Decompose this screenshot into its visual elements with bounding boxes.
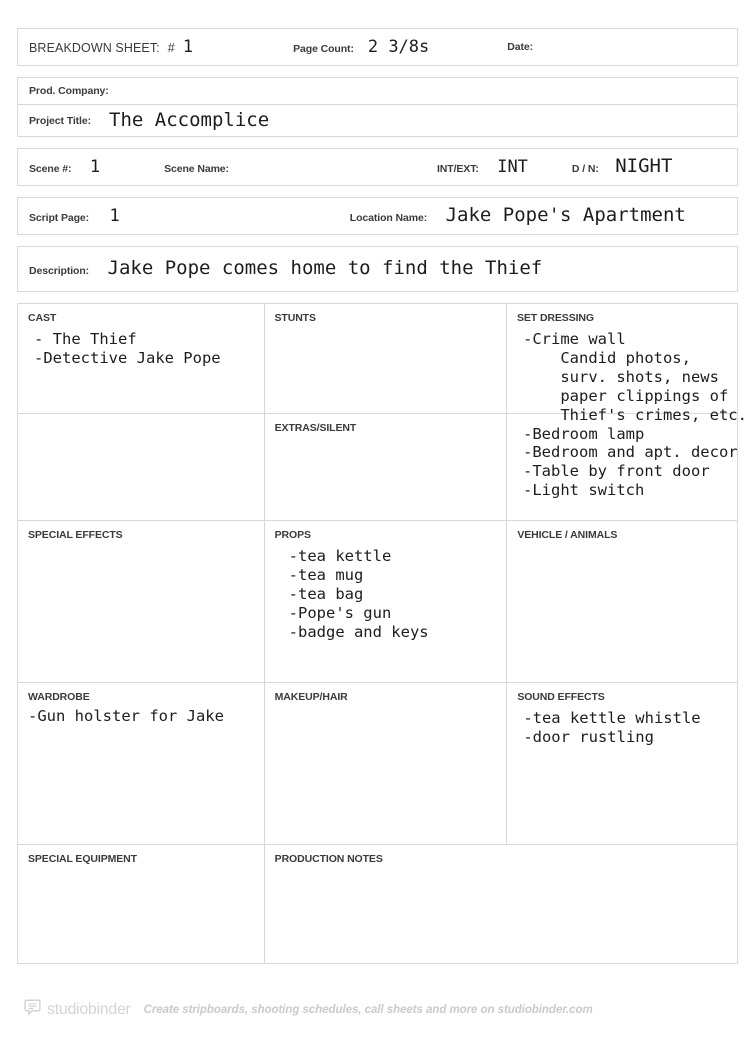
- special-equipment-label: SPECIAL EQUIPMENT: [28, 853, 137, 865]
- breakdown-number-value: 1: [182, 36, 194, 57]
- project-title-label: Project Title:: [29, 114, 92, 127]
- page-count-field[interactable]: [293, 37, 429, 58]
- location-name-field[interactable]: [350, 204, 686, 227]
- cell-sound-effects[interactable]: [507, 683, 738, 845]
- day-night-label: D / N:: [571, 163, 599, 176]
- vehicle-animals-label: VEHICLE / ANIMALS: [517, 529, 618, 541]
- description-value: Jake Pope comes home to find the Thief: [107, 257, 543, 280]
- scene-number-field[interactable]: [29, 157, 100, 178]
- description-label: Description:: [29, 265, 90, 278]
- scene-number-value: 1: [89, 156, 101, 177]
- cell-wardrobe[interactable]: [18, 683, 265, 845]
- cell-props[interactable]: [265, 521, 508, 683]
- day-night-field[interactable]: [572, 155, 672, 178]
- stunts-label: STUNTS: [274, 312, 316, 324]
- footer: [24, 999, 593, 1021]
- int-ext-field[interactable]: [437, 157, 528, 178]
- cell-stunts[interactable]: [265, 304, 508, 414]
- description-row: [17, 246, 738, 292]
- wardrobe-content: -Gun holster for Jake: [28, 707, 224, 725]
- props-label: PROPS: [274, 529, 311, 541]
- scene-number-label: Scene #:: [29, 162, 72, 175]
- script-page-value: 1: [109, 205, 120, 226]
- int-ext-label: INT/EXT:: [436, 162, 479, 175]
- production-info-block: [17, 77, 738, 137]
- scene-name-field[interactable]: [164, 157, 241, 178]
- cell-special-effects[interactable]: [18, 521, 265, 683]
- sound-effects-content: -tea kettle whistle -door rustling: [523, 709, 701, 746]
- sound-effects-label: SOUND EFFECTS: [517, 691, 605, 703]
- prod-company-label: Prod. Company:: [29, 85, 109, 97]
- breakdown-sheet: [17, 28, 747, 964]
- breakdown-number-field[interactable]: [29, 37, 193, 58]
- grid-row-3: [18, 521, 738, 683]
- wardrobe-label: WARDROBE: [28, 691, 90, 703]
- cell-makeup-hair[interactable]: [265, 683, 508, 845]
- makeup-hair-label: MAKEUP/HAIR: [274, 691, 348, 703]
- day-night-value: NIGHT: [615, 155, 673, 178]
- production-notes-label: PRODUCTION NOTES: [274, 853, 383, 865]
- cell-production-notes[interactable]: [265, 845, 738, 964]
- script-page-label: Script Page:: [29, 211, 90, 224]
- script-page-field[interactable]: [29, 206, 120, 227]
- breakdown-header-row: [17, 28, 738, 66]
- prod-company-row[interactable]: [17, 77, 738, 105]
- extras-silent-label: EXTRAS/SILENT: [274, 422, 357, 434]
- scene-row: [17, 148, 738, 186]
- location-name-label: Location Name:: [349, 212, 428, 225]
- breakdown-sheet-label: BREAKDOWN SHEET:: [29, 40, 160, 55]
- footer-tagline: Create stripboards, shooting schedules, call sheets and more on studiobinder.com: [143, 1004, 593, 1016]
- cell-special-equipment[interactable]: [18, 845, 265, 964]
- breakdown-grid: [17, 303, 747, 964]
- date-field[interactable]: [507, 41, 543, 53]
- cell-cast-overflow[interactable]: [18, 414, 265, 521]
- cast-content: - The Thief -Detective Jake Pope: [34, 330, 221, 367]
- props-content: -tea kettle -tea mug -tea bag -Pope's gun -badge and keys: [288, 547, 429, 641]
- studiobinder-wordmark: studiobinder: [47, 1001, 131, 1018]
- location-name-value: Jake Pope's Apartment: [445, 204, 686, 227]
- cell-set-dressing[interactable]: [507, 304, 747, 500]
- project-title-value: The Accomplice: [109, 108, 270, 131]
- page-count-label: Page Count:: [293, 42, 354, 55]
- scene-name-label: Scene Name:: [164, 162, 229, 175]
- page-count-value: 2 3/8s: [367, 36, 430, 57]
- cell-cast[interactable]: [18, 304, 265, 414]
- speech-bubble-icon: [24, 999, 41, 1021]
- cell-vehicle-animals[interactable]: [507, 521, 738, 683]
- project-title-row[interactable]: [17, 105, 738, 137]
- cast-label: CAST: [28, 312, 57, 324]
- description-field[interactable]: [29, 257, 542, 280]
- set-dressing-label: SET DRESSING: [517, 312, 594, 324]
- script-page-row: [17, 197, 738, 235]
- int-ext-value: INT: [497, 156, 528, 177]
- special-effects-label: SPECIAL EFFECTS: [28, 529, 123, 541]
- date-label: Date:: [507, 41, 534, 53]
- grid-row-4: [18, 683, 738, 845]
- grid-row-5: [18, 845, 738, 964]
- set-dressing-content: -Crime wall Candid photos, surv. shots, news paper clippings of Thief's crimes, etc. -Bedroom lamp -Bedroom and apt. decor -Table by front door -Light switch: [523, 330, 747, 500]
- cell-extras-silent[interactable]: [265, 414, 508, 521]
- hash-symbol: #: [167, 40, 175, 55]
